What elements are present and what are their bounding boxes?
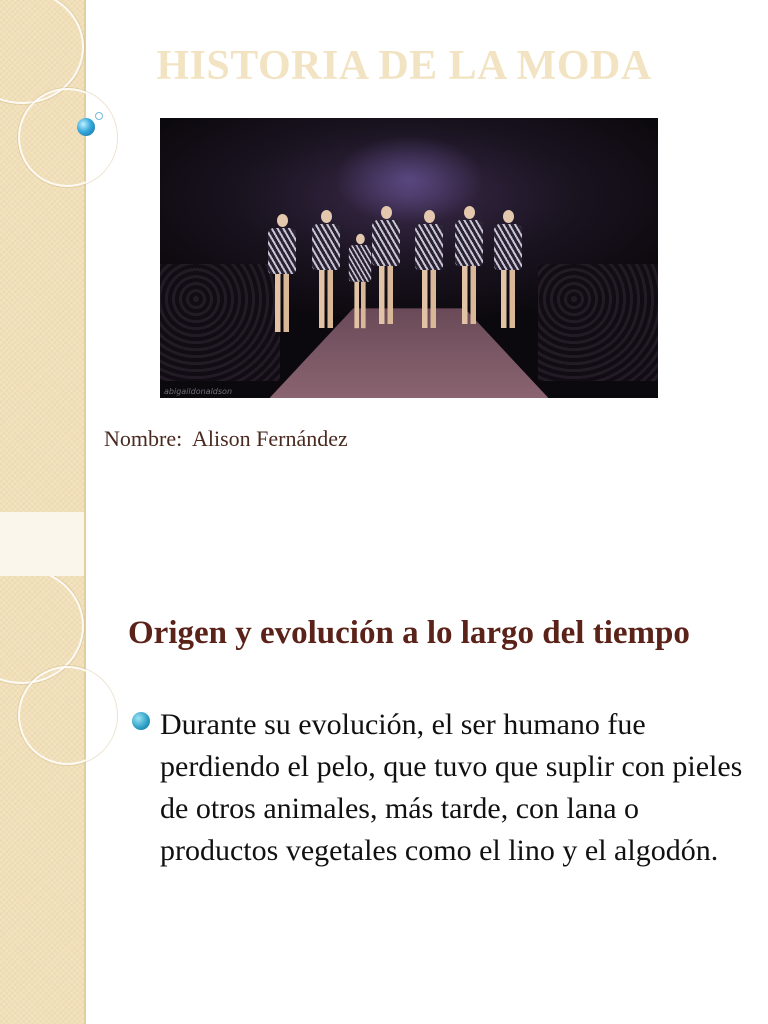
bullet-item — [132, 704, 752, 872]
blue-bead-icon — [77, 118, 95, 136]
side-band — [0, 0, 86, 512]
model-figure — [455, 206, 483, 324]
model-figure — [372, 206, 400, 324]
model-figure — [312, 210, 340, 328]
runway-photo — [160, 118, 658, 398]
bullet-text: Durante su evolución, el ser humano fue perdiendo el pelo, que tuvo que suplir con pieles de otros animales, más tarde, con lana o productos vegetales como el lino y el algodón. — [160, 708, 743, 867]
slide-2 — [0, 576, 768, 1024]
model-figure — [415, 210, 443, 328]
model-figure — [494, 210, 522, 328]
decorative-ring — [18, 88, 117, 187]
photo-watermark: abigaildonaldson — [164, 387, 233, 396]
audience-left — [160, 264, 280, 382]
model-figure — [268, 214, 296, 332]
section-heading: Origen y evolución a lo largo del tiempo — [128, 615, 690, 651]
blue-bullet-icon — [132, 712, 150, 730]
model-figure — [349, 234, 371, 328]
side-band — [0, 576, 86, 1024]
audience-right — [538, 264, 658, 382]
decorative-ring — [18, 666, 117, 765]
side-band-gap — [0, 512, 86, 576]
slide-gap — [0, 512, 768, 576]
author-name: Nombre: Alison Fernández — [104, 426, 348, 451]
small-bead-icon — [95, 112, 103, 120]
page-title: HISTORIA DE LA MODA — [156, 43, 652, 89]
